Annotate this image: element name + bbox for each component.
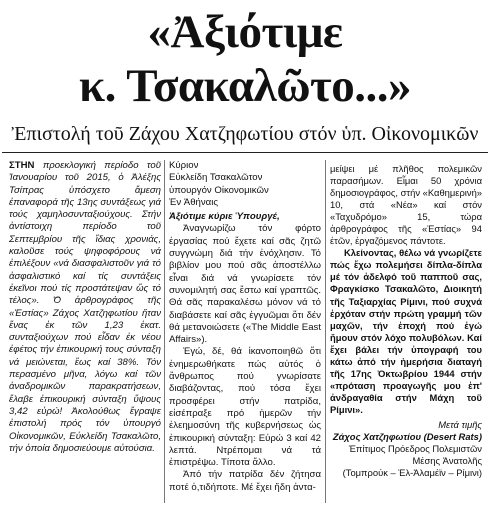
letter-paragraph: Ἀπό τήν πατρίδα δέν ζήτησα ποτέ ὁ,τιδήποτε. Μέ ἔχει ἤδη ἀντα- (169, 469, 321, 493)
column-divider (164, 160, 165, 503)
address-line: Εὐκλείδη Τσακαλῶτον (169, 172, 263, 184)
divider (2, 152, 488, 153)
intro-text: προεκλογική περίοδο τοῦ Ἰανουαρίου τοῦ 2015, ὁ Ἀλέξης Τσίπρας ὑπόσχετο ἄμεση ἐπαναφορά τῆς 13ης συντάξεως γιά τούς χαμηλοσυνταξιούχους. Στήν ἀντίστοιχη περίοδο τοῦ Σεπτεμβρίου τῆς ἴδιας χρονιάς, καλοῦσε τούς ψηφοφόρους νά ἐπιλέξουν «νά διασφαλιστοῦν γιά τό ἀσφαλιστικό καί τίς συντάξεις ἐκεῖνοι πού τίς προστάτεψαν ὥς τό τέλος». Ὁ ἀρθρογράφος τῆς «Ἑστίας» Ζάχος Χατζηφωτίου ἤταν ἕνας ἐκ τῶν 1,23 ἑκατ. συνταξιούχων πού εἶδαν ἐκ νέου ἐφέτος τήν ἐπικουρική τους σύνταξη νά μειώνεται, ἕως καί 38%. Τόν περασμένο μῆνα, λόγω καί τῶν ἀναδρομικῶν παρακρατήσεων, ἔλαβε ἐπικουρική σύνταξη ὕψους 3,42 εὐρώ! Ἀκολούθως ἔγραψε ἐπιστολή πρός τόν ὑπουργό Οἰκονομικῶν, Εὐκλείδη Τσακαλῶτο, τήν ὁποία δημοσιεύουμε αὐτούσια. (9, 160, 161, 454)
letter-column-1 (169, 160, 321, 494)
headline-line-2: κ. Τσακαλῶτο...» (79, 60, 411, 112)
lead-word: ΣΤΗΝ (9, 160, 35, 171)
signature-title: (Τομπρούκ – Ἐλ-Ἀλαμέϊν – Ρίμινι) (342, 467, 482, 479)
intro-column (9, 160, 161, 455)
signature-title: Μέσης Ἀνατολῆς (412, 455, 482, 467)
letter-paragraph: Ἀναγνωρίζω τόν φόρτο ἐργασίας πού ἔχετε καί σᾶς ζητῶ συγγνώμη διά τήν ἐνόχλησιν. Τό βιβλίον μου πού σᾶς ἀποστέλλω εἶναι διά νά γνωρίσετε τόν συνομιλητή σας ἔστω καί γραπτῶς. Θά σᾶς παρακαλέσω μόνον νά τό διαβάσετε καί σᾶς ἐγγυῶμαι ὅτι δέν θά μετανοιώσετε («The Middle East Affairs»). (169, 223, 321, 346)
letter-paragraph: μείψει μέ πλῆθος πολεμικῶν παρασήμων. Εἶμαι 50 χρόνια δημοσιογράφος, στήν «Καθημερινή» 10, στά «Νέα» καί στόν «Ταχυδρόμο» 15, τώρα ἀρθρογράφος τῆς «Ἑστίας» 94 ἐτῶν, ἐργαζόμενος πάντοτε. (330, 163, 482, 247)
intro-paragraph (9, 160, 161, 455)
signature-name: Ζάχος Χατζηφωτίου (Desert Rats) (332, 431, 482, 443)
address-line: Ἐν Ἀθήναις (169, 196, 218, 208)
closing: Μετά τιμῆς (438, 418, 482, 430)
address-line: ὑπουργόν Οἰκονομικῶν (169, 184, 269, 196)
letter-paragraph: Ἐγώ, δέ, θά ἱκανοποιηθῶ ὅτι ἐνημερωθήκατε πώς αὐτός ὁ ἄνθρωπος πού γνωρίσατε διαβάζοντας, πού τόσα ἔχει προσφέρει στήν πατρίδα, εἰσέπραξε πρό ἡμερῶν τήν ἐλεημοσύνη τῆς κυβερνήσεως ὡς ἐπικουρική σύνταξη: Εὐρώ 3 καί 42 λεπτά. Ντρέπομαι νά τά ἐπιστρέψω. Τίποτα ἄλλο. (169, 346, 321, 469)
address-line: Κύριον (169, 160, 199, 171)
subtitle: Ἐπιστολή τοῦ Ζάχου Χατζηφωτίου στόν ὑπ. Οἰκονομικῶν (11, 123, 479, 145)
salutation: Ἀξιότιμε κύριε Ὑπουργέ, (169, 211, 280, 223)
signature-title: Ἐπίτιμος Πρόεδρος Πολεμιστῶν (348, 443, 482, 455)
column-divider (325, 160, 326, 503)
letter-paragraph: Κλείνοντας, θέλω νά γνωρίζετε πώς ἔχω πολεμήσει δίπλα-δίπλα μέ τόν ἀδελφό τοῦ παπποῦ σας, Φραγκίσκο Τσακαλῶτο, Διοικητή τῆς Ταξιαρχίας Ρίμινι, πού συχνά ἐρχόταν στήν πρώτη γραμμή τῶν μαχῶν, τήν ἐποχή πού ἐγώ ἤμουν στόν λόχο πολυβόλων. Καί ἔχει βάλει τήν ὑπογραφή του κάτω ἀπό τήν ἡμερήσια διαταγή τῆς 17ης Ὀκτωβρίου 1944 στήν «πρόταση προαγωγῆς μου ἐπ' ἀνδραγαθία στήν Μάχη τοῦ Ρίμινι». (330, 247, 482, 415)
headline-line-1: «Ἀξιότιμε (147, 6, 343, 58)
letter-column-2 (330, 163, 482, 479)
